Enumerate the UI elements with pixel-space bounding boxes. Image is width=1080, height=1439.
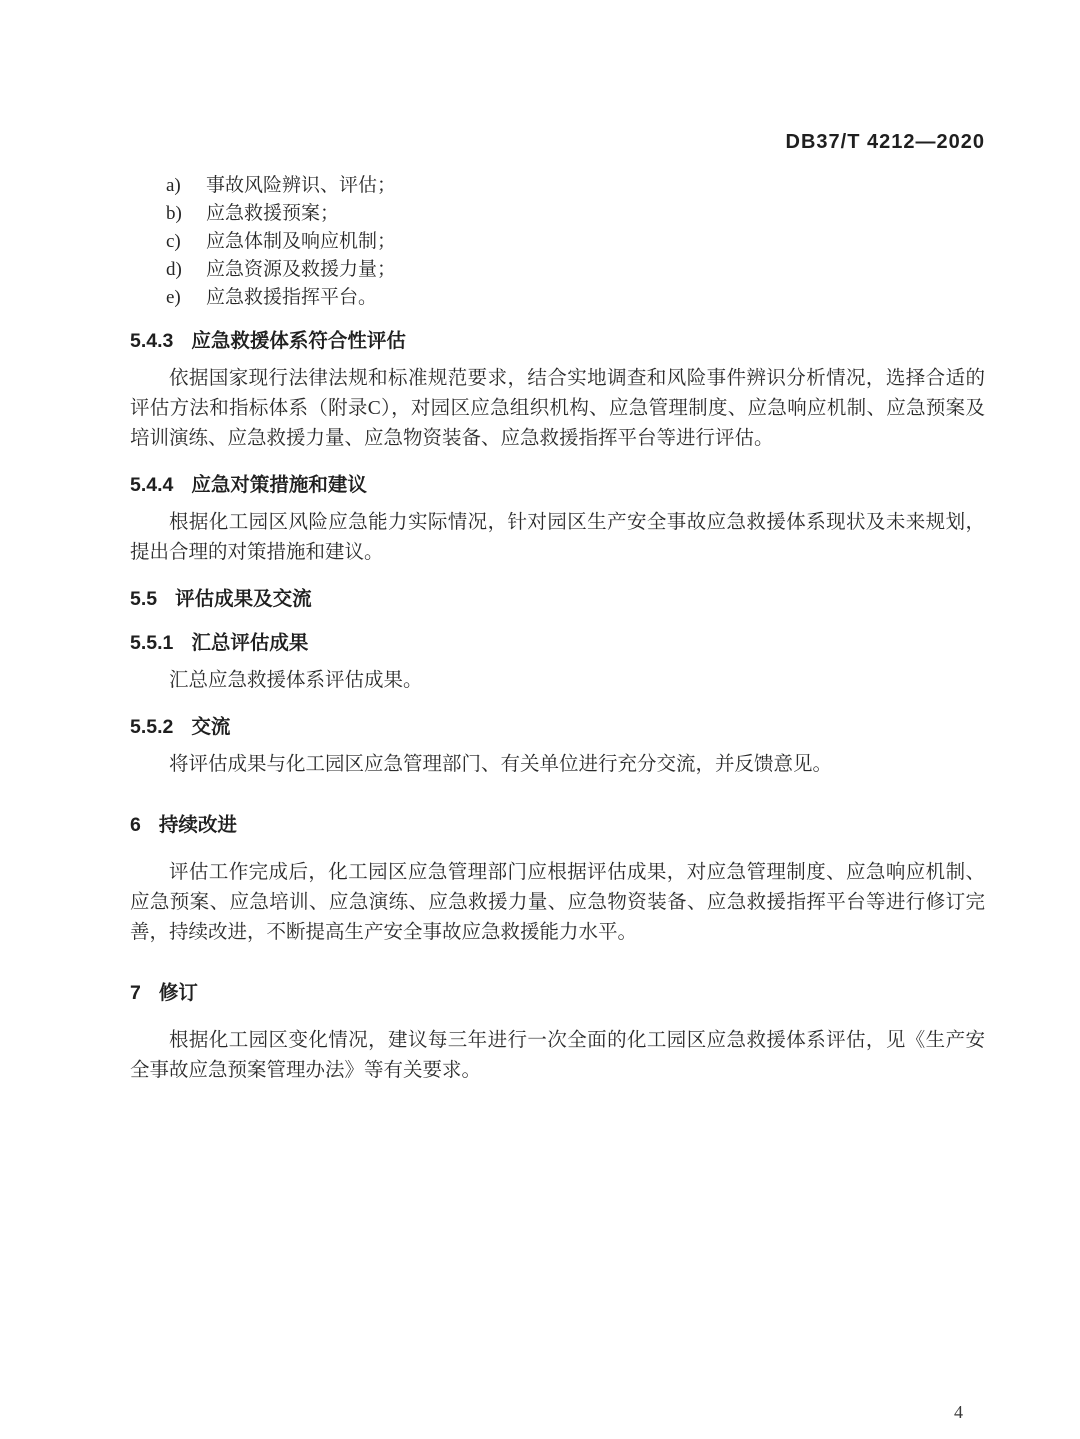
- list-item-text: 应急救援预案；: [206, 203, 340, 224]
- section-title: 修订: [158, 982, 198, 1004]
- list-item-text: 事故风险辨识、评估；: [206, 175, 397, 196]
- list-item-text: 应急体制及响应机制；: [206, 231, 397, 252]
- section-5-5: [130, 586, 985, 612]
- section-number: 5.4.3: [130, 330, 174, 352]
- section-5-4-4: [130, 472, 985, 568]
- list-item-label: e): [166, 287, 181, 308]
- section-paragraph: 依据国家现行法律法规和标准规范要求，结合实地调查和风险事件辨识分析情况，选择合适的评估方法和指标体系（附录C），对园区应急组织机构、应急管理制度、应急响应机制、应急预案及培训演练、应急救援力量、应急物资装备、应急救援指挥平台等进行评估。: [130, 368, 985, 449]
- list-item-e: [130, 282, 985, 310]
- list-item-c: [130, 226, 985, 254]
- list-item-label: c): [166, 231, 181, 252]
- section-title: 汇总评估成果: [191, 632, 309, 654]
- section-title: 交流: [191, 716, 231, 738]
- section-title: 应急对策措施和建议: [191, 474, 367, 496]
- section-number: 5.4.4: [130, 474, 174, 496]
- list-item-label: b): [166, 203, 182, 224]
- section-6: [130, 812, 985, 948]
- section-heading: [130, 586, 985, 612]
- list-item-label: a): [166, 175, 181, 196]
- section-paragraph: 根据化工园区风险应急能力实际情况，针对园区生产安全事故应急救援体系现状及未来规划，提出合理的对策措施和建议。: [130, 512, 985, 563]
- list-item-text: 应急救援指挥平台。: [206, 287, 378, 308]
- list-item-label: d): [166, 259, 182, 280]
- section-paragraph: 评估工作完成后，化工园区应急管理部门应根据评估成果，对应急管理制度、应急响应机制、应急预案、应急培训、应急演练、应急救援力量、应急物资装备、应急救援指挥平台等进行修订完善，持续改进，不断提高生产安全事故应急救援能力水平。: [130, 862, 985, 943]
- section-heading: [130, 630, 985, 656]
- section-5-4-3: [130, 328, 985, 454]
- page-number: 4: [954, 1402, 963, 1422]
- list-item-d: [130, 254, 985, 282]
- section-paragraph: 根据化工园区变化情况，建议每三年进行一次全面的化工园区应急救援体系评估，见《生产安全事故应急预案管理办法》等有关要求。: [130, 1030, 985, 1081]
- section-number: 5.5.1: [130, 632, 174, 654]
- section-paragraph: 将评估成果与化工园区应急管理部门、有关单位进行充分交流，并反馈意见。: [169, 754, 833, 775]
- section-title: 评估成果及交流: [175, 588, 312, 610]
- section-heading: [130, 714, 985, 740]
- page-content: [130, 130, 985, 1086]
- section-title: 持续改进: [158, 814, 237, 836]
- section-5-5-2: [130, 714, 985, 780]
- section-heading: [130, 328, 985, 354]
- section-number: 5.5.2: [130, 716, 174, 738]
- section-heading: [130, 980, 985, 1006]
- list-item-a: [130, 170, 985, 198]
- section-7: [130, 980, 985, 1086]
- standard-code-header: DB37/T 4212—2020: [785, 131, 985, 153]
- section-number: 5.5: [130, 588, 158, 610]
- section-title: 应急救援体系符合性评估: [191, 330, 406, 352]
- lettered-list: [130, 170, 985, 310]
- section-paragraph: 汇总应急救援体系评估成果。: [169, 670, 423, 691]
- section-number: 7: [130, 982, 141, 1004]
- section-5-5-1: [130, 630, 985, 696]
- section-heading: [130, 812, 985, 838]
- list-item-b: [130, 198, 985, 226]
- section-number: 6: [130, 814, 141, 836]
- list-item-text: 应急资源及救援力量；: [206, 259, 397, 280]
- section-heading: [130, 472, 985, 498]
